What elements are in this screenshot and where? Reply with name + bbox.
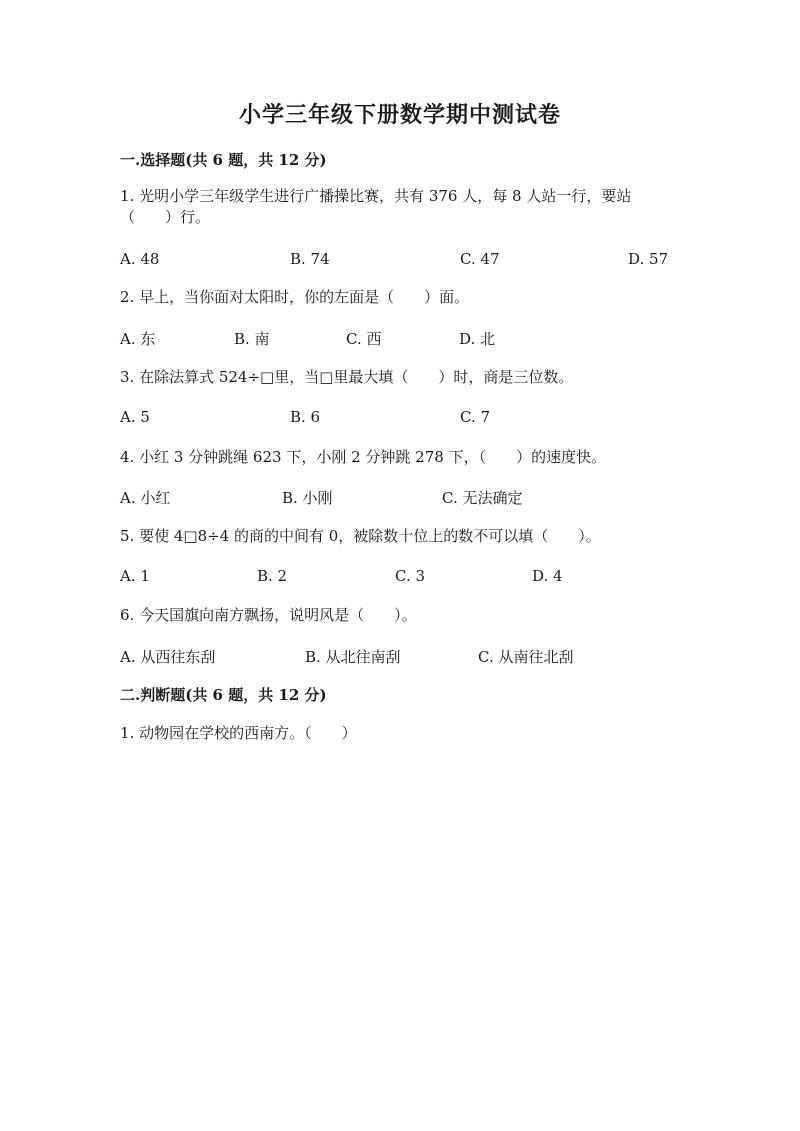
- question-choice-6: 6. 今天国旗向南方飘扬，说明风是（ ）。: [120, 606, 417, 624]
- option-d: D. 4: [532, 567, 563, 585]
- option-c: C. 西: [346, 330, 382, 348]
- option-c: C. 3: [395, 567, 426, 585]
- section-heading-judge: 二.判断题(共 6 题，共 12 分): [120, 686, 327, 704]
- option-c: C. 从南往北刮: [478, 648, 574, 666]
- exam-title: 小学三年级下册数学期中测试卷: [238, 102, 561, 128]
- option-b: B. 74: [290, 250, 330, 268]
- question-choice-1: 1. 光明小学三年级学生进行广播操比赛，共有 376 人，每 8 人站一行，要站（ ）行。: [120, 187, 632, 226]
- option-a: A. 1: [120, 567, 150, 585]
- question-choice-4: 4. 小红 3 分钟跳绳 623 下，小刚 2 分钟跳 278 下，（ ）的速度快。: [120, 448, 607, 466]
- option-c: C. 7: [460, 408, 491, 426]
- option-d: D. 北: [459, 330, 496, 348]
- option-c: C. 无法确定: [442, 489, 523, 507]
- section-heading-choice: 一.选择题(共 6 题，共 12 分): [120, 151, 327, 169]
- question-choice-2: 2. 早上，当你面对太阳时，你的左面是（ ）面。: [120, 288, 470, 306]
- option-d: D. 57: [628, 250, 669, 268]
- option-b: B. 从北往南刮: [305, 648, 401, 666]
- question-choice-3: 3. 在除法算式 524÷□里，当□里最大填（ ）时，商是三位数。: [120, 368, 574, 386]
- question-choice-5: 5. 要使 4□8÷4 的商的中间有 0，被除数十位上的数不可以填（ ）。: [120, 527, 601, 545]
- option-a: A. 小红: [120, 489, 171, 507]
- option-a: A. 从西往东刮: [120, 648, 216, 666]
- option-a: A. 48: [120, 250, 160, 268]
- option-b: B. 小刚: [282, 489, 333, 507]
- option-b: B. 2: [257, 567, 288, 585]
- option-c: C. 47: [460, 250, 500, 268]
- question-judge-1: 1. 动物园在学校的西南方。（ ）: [120, 724, 357, 742]
- option-a: A. 5: [120, 408, 150, 426]
- option-b: B. 6: [290, 408, 321, 426]
- option-a: A. 东: [120, 330, 156, 348]
- option-b: B. 南: [234, 330, 270, 348]
